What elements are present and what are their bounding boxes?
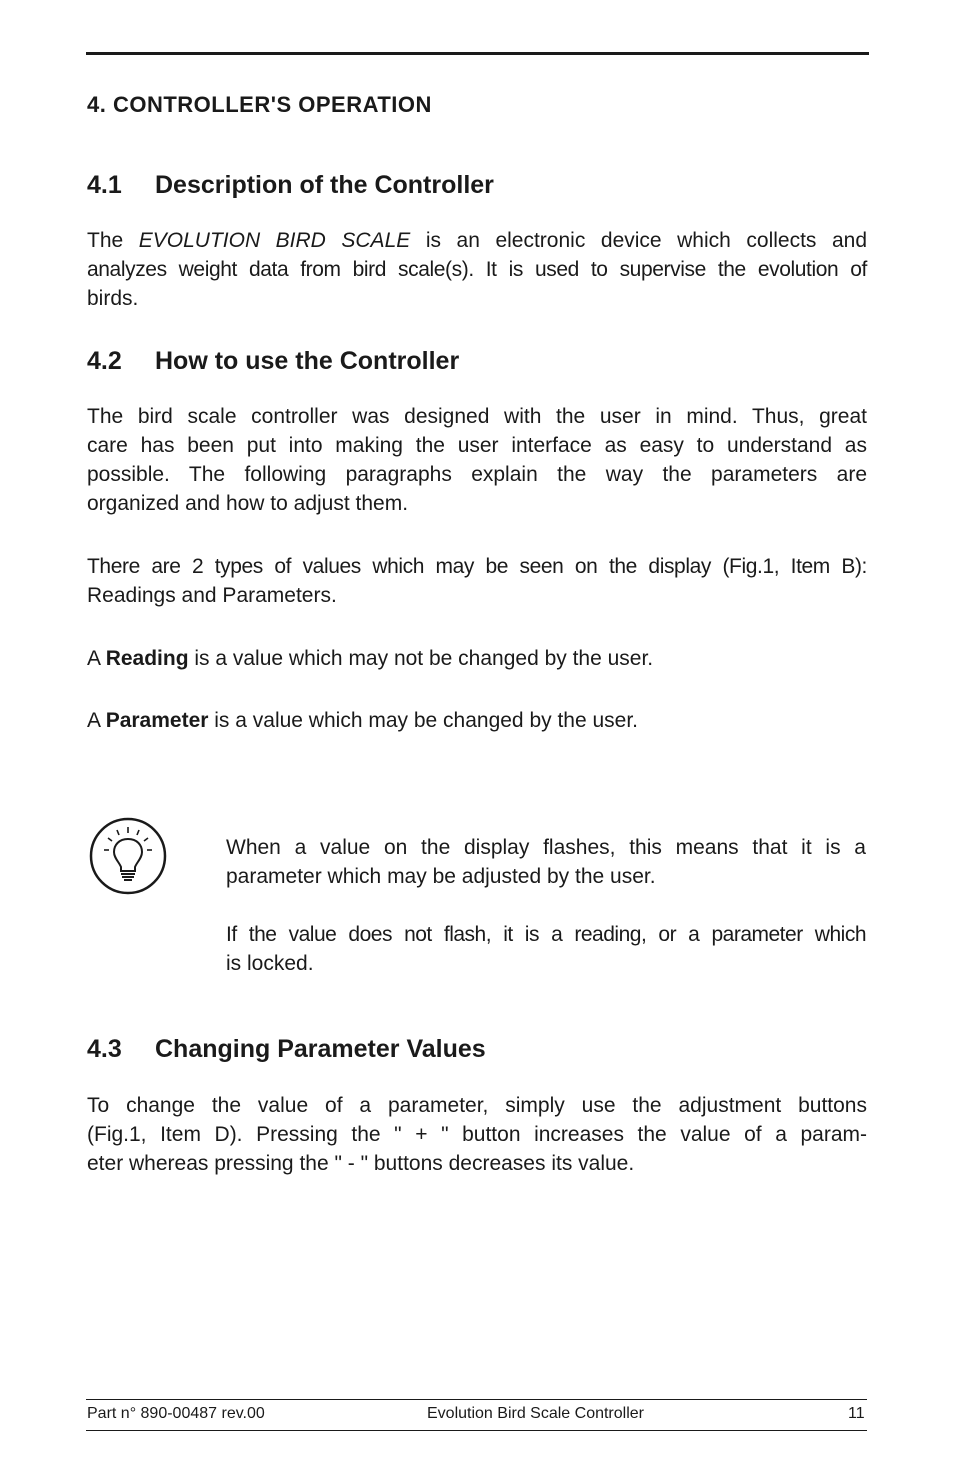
footer-page-number: 11 — [848, 1405, 865, 1422]
paragraph-line: There are 2 types of values which may be seen on the display (Fig.1, Item B): — [87, 555, 867, 578]
footer-top-rule — [86, 1399, 867, 1400]
note-flash-paragraph — [226, 833, 866, 891]
top-rule — [86, 52, 869, 55]
section-heading-4-2 — [87, 347, 459, 376]
section-heading-4-1 — [87, 171, 494, 200]
paragraph-line: The EVOLUTION BIRD SCALE is an electronic device which collects and — [87, 229, 868, 252]
reading-definition: A Reading is a value which may not be changed by the user. — [87, 647, 654, 670]
paragraph-line: Readings and Parameters. — [87, 584, 337, 607]
value-types-paragraph — [87, 552, 867, 610]
paragraph-line: parameter which may be adjusted by the user. — [226, 865, 656, 888]
footer-bottom-rule — [86, 1430, 867, 1431]
paragraph-line: analyzes weight data from bird scale(s). It is used to supervise the evolution of — [87, 258, 867, 281]
description-paragraph — [87, 226, 867, 313]
footer-document-title: Evolution Bird Scale Controller — [427, 1405, 644, 1422]
usage-paragraph — [87, 402, 867, 518]
section-number: 4.2 — [87, 347, 122, 375]
paragraph-line: To change the value of a parameter, simply use the adjustment buttons — [87, 1094, 867, 1117]
section-heading-4-3 — [87, 1035, 486, 1064]
paragraph-line: is locked. — [226, 952, 314, 975]
paragraph-line: The bird scale controller was designed with the user in mind. Thus, great — [87, 405, 867, 428]
paragraph-line: eter whereas pressing the " - " buttons decreases its value. — [87, 1152, 635, 1175]
section-number: 4.3 — [87, 1035, 122, 1063]
term-parameter: Parameter — [105, 709, 209, 732]
paragraph-line: organized and how to adjust them. — [87, 492, 409, 515]
footer-part-number: Part n° 890-00487 rev.00 — [87, 1405, 265, 1422]
paragraph-line: possible. The following paragraphs explain the way the parameters are — [87, 463, 867, 486]
section-title: How to use the Controller — [155, 347, 460, 375]
note-no-flash-paragraph — [226, 920, 866, 978]
paragraph-line: If the value does not flash, it is a reading, or a parameter which — [226, 923, 866, 946]
product-name: EVOLUTION BIRD SCALE — [138, 229, 411, 252]
paragraph-line: (Fig.1, Item D). Pressing the " + " button increases the value of a param- — [87, 1123, 867, 1146]
paragraph-line: care has been put into making the user interface as easy to understand as — [87, 434, 867, 457]
paragraph-line: When a value on the display flashes, this means that it is a — [226, 836, 866, 859]
section-title: Changing Parameter Values — [155, 1035, 486, 1063]
section-number: 4.1 — [87, 171, 122, 199]
paragraph-line: birds. — [87, 287, 139, 310]
changing-values-paragraph — [87, 1091, 867, 1178]
term-reading: Reading — [105, 647, 189, 670]
parameter-definition: A Parameter is a value which may be changed by the user. — [87, 709, 639, 732]
section-title: Description of the Controller — [155, 171, 494, 199]
lightbulb-icon — [88, 816, 168, 896]
chapter-title: 4. CONTROLLER'S OPERATION — [87, 92, 432, 117]
